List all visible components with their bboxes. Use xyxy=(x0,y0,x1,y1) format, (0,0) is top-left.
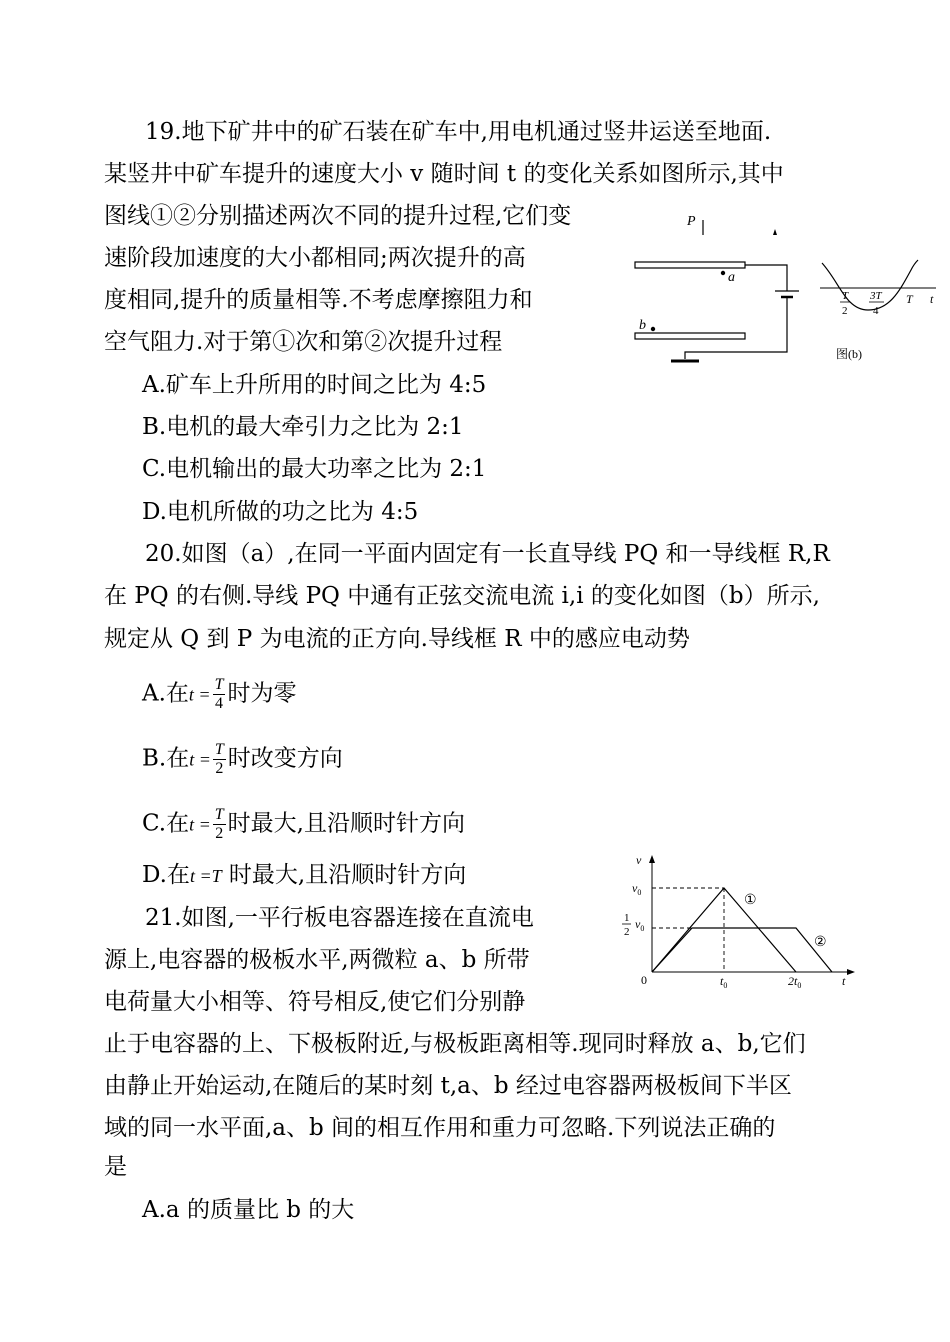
vt-half-den: 2 xyxy=(624,926,630,938)
vt-2t0-label: $2t_0$ xyxy=(788,974,802,990)
figure-b-caption: 图(b) xyxy=(836,347,862,361)
q20-line-3: 规定从 Q 到 P 为电流的正方向.导线框 R 中的感应电动势 xyxy=(104,626,690,652)
q21-line-6: 域的同一水平面,a、b 间的相互作用和重力可忽略.下列说法正确的 xyxy=(104,1115,776,1141)
vt-origin-label: 0 xyxy=(641,973,647,987)
vt-axis-t-label: t xyxy=(842,974,846,988)
q19-line-6: 空气阻力.对于第①次和第②次提升过程 xyxy=(104,329,503,355)
q19-line-1: 19.地下矿井中的矿石装在矿车中,用电机通过竖井运送至地面. xyxy=(145,119,772,145)
vt-axis-v-label: v xyxy=(636,853,642,867)
vt-curve-2-label: ② xyxy=(814,935,827,950)
particle-a xyxy=(721,271,725,275)
q19-line-4: 速阶段加速度的大小都相同;两次提升的高 xyxy=(104,245,526,271)
vt-graph xyxy=(612,852,857,995)
small-marker xyxy=(773,229,777,235)
tick-3t-quarter-den: 4 xyxy=(873,305,879,317)
q21-line-4: 止于电容器的上、下极板附近,与极板距离相等.现同时释放 a、b,它们 xyxy=(104,1031,806,1057)
q20-line-1: 20.如图（a）,在同一平面内固定有一长直导线 PQ 和一导线框 R,R xyxy=(145,541,830,567)
vt-axis-t-arrow xyxy=(847,969,855,975)
label-b: b xyxy=(639,318,646,333)
q20-option-a: A.在t = $\frac{T}{4}$ 时为零 xyxy=(142,676,297,712)
vt-curve-2 xyxy=(652,928,832,972)
vt-axis-v-arrow xyxy=(649,855,655,863)
sine-curve xyxy=(822,260,918,310)
vt-curve-1-label: ① xyxy=(744,893,757,908)
upper-wire xyxy=(745,265,787,291)
q21-line-7: 是 xyxy=(104,1154,127,1180)
q19-option-a: A.矿车上升所用的时间之比为 4:5 xyxy=(142,372,487,398)
upper-plate xyxy=(635,262,745,268)
vt-half-num: 1 xyxy=(624,912,630,924)
q19-line-3: 图线①②分别描述两次不同的提升过程,它们变 xyxy=(104,203,572,229)
vt-half-v0: $v_0$ xyxy=(635,917,645,933)
label-a: a xyxy=(728,270,735,285)
vt-t0-label: $t_0$ xyxy=(720,974,728,990)
tick-3t-quarter-num: 3T xyxy=(870,290,882,302)
q19-option-c: C.电机输出的最大功率之比为 2:1 xyxy=(142,456,487,482)
q20-option-c: C.在t = $\frac{T}{2}$ 时最大,且沿顺时针方向 xyxy=(142,806,465,842)
q19-line-2: 某竖井中矿车提升的速度大小 v 随时间 t 的变化关系如图所示,其中 xyxy=(104,161,784,187)
q20-option-b: B.在t = $\frac{T}{2}$ 时改变方向 xyxy=(142,741,343,777)
q21-line-5: 由静止开始运动,在随后的某时刻 t,a、b 经过电容器两极板间下半区 xyxy=(104,1073,792,1099)
q20-option-d: D.在t =T 时最大,且沿顺时针方向 xyxy=(142,862,467,888)
q19-line-5: 度相同,提升的质量相等.不考虑摩擦阻力和 xyxy=(104,287,533,313)
tick-t-half-den: 2 xyxy=(842,305,848,317)
q21-line-3: 电荷量大小相等、符号相反,使它们分别静 xyxy=(104,989,526,1015)
q21-line-1: 21.如图,一平行板电容器连接在直流电 xyxy=(145,905,534,931)
capacitor-figure xyxy=(625,205,800,370)
vt-v0-label: $v_0$ xyxy=(632,881,642,897)
tick-t-half-num: T xyxy=(842,290,849,302)
q19-option-d: D.电机所做的功之比为 4:5 xyxy=(142,499,419,525)
q19-option-b: B.电机的最大牵引力之比为 2:1 xyxy=(142,414,464,440)
label-p: P xyxy=(687,214,696,229)
lower-wire xyxy=(745,297,787,352)
q21-line-2: 源上,电容器的极板水平,两微粒 a、b 所带 xyxy=(104,947,530,973)
lower-plate xyxy=(635,333,745,339)
tick-t: T xyxy=(906,292,913,306)
sine-axis-t-label: t xyxy=(930,292,934,306)
sine-figure xyxy=(818,248,943,363)
q20-line-2: 在 PQ 的右侧.导线 PQ 中通有正弦交流电流 i,i 的变化如图（b）所示, xyxy=(104,583,820,609)
q21-option-a: A.a 的质量比 b 的大 xyxy=(142,1197,355,1223)
particle-b xyxy=(651,327,655,331)
ground-wire xyxy=(685,352,745,359)
